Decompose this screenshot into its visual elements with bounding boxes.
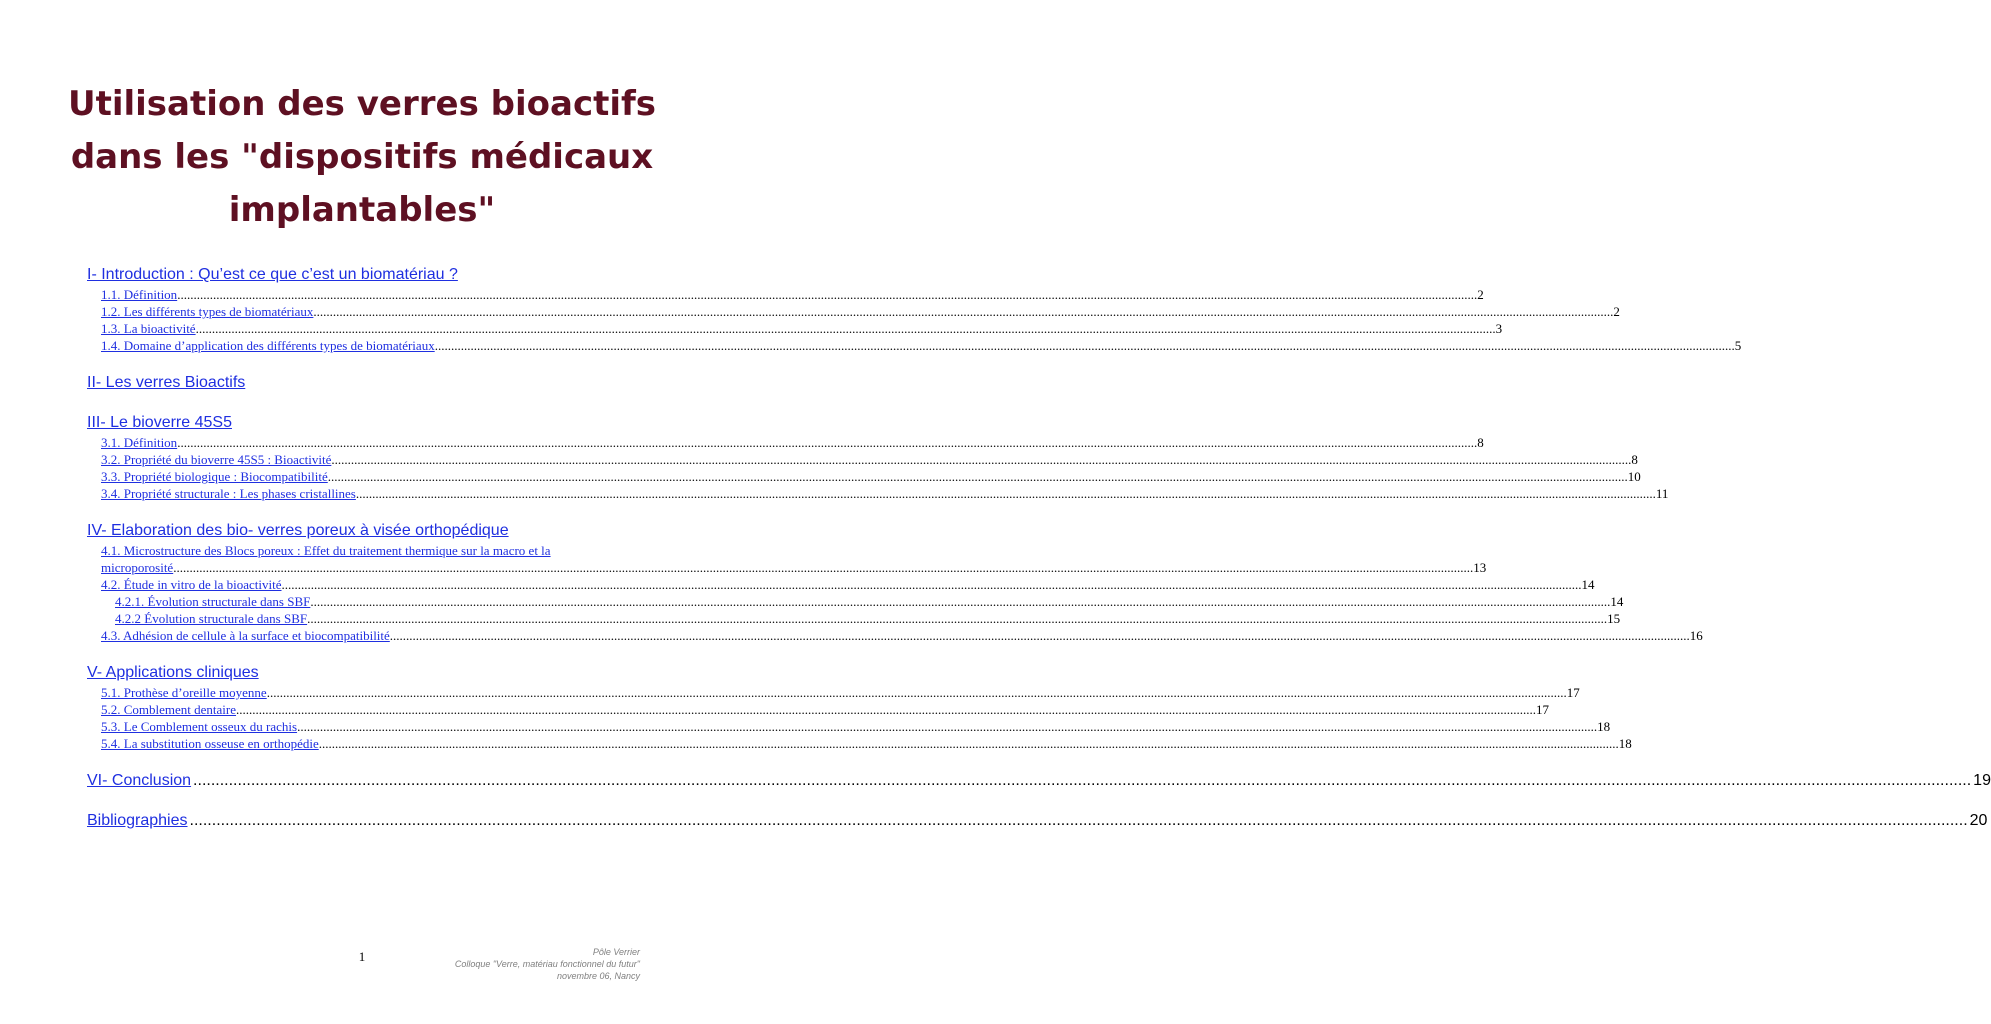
page-footer [454, 946, 640, 981]
toc-link[interactable]: II- Les verres Bioactifs [87, 374, 246, 391]
toc-entry-label[interactable]: 1.3. La bioactivité [101, 321, 196, 336]
toc-entry-page: 17 [1566, 685, 1580, 700]
dot-leader: ................................................................................................................................................................................................................................................................................................................................................................................................................ [331, 452, 1632, 467]
toc-entry[interactable] [87, 337, 1742, 354]
toc-entry-label[interactable]: 5.2. Comblement dentaire [101, 702, 237, 717]
page-number: 1 [358, 949, 366, 964]
toc-entry-label-continued[interactable]: microporosité [101, 560, 174, 575]
title-line-2: dans les "dispositifs médicaux [70, 137, 654, 177]
dot-leader: ................................................................................................................................................................................................................................................................................................................................................................................................................ [236, 702, 1537, 717]
toc-entry[interactable] [87, 485, 1669, 502]
toc-entry-page: 18 [1597, 719, 1611, 734]
toc-entry-label[interactable]: 4.2.1. Évolution structurale dans SBF [115, 594, 311, 609]
toc-entry-label[interactable]: 5.3. Le Comblement osseux du rachis [101, 719, 298, 734]
toc-entry[interactable] [87, 684, 1580, 701]
toc-entry-page: 13 [1473, 560, 1487, 575]
dot-leader: ................................................................................................................................................................................................................................................................................................................................................................................................................ [310, 594, 1611, 609]
toc-link[interactable]: V- Applications cliniques [87, 664, 259, 681]
dot-leader: ................................................................................................................................................................................................................................................................................................................................................................................................................ [193, 772, 1972, 789]
toc-entry[interactable] [87, 434, 1484, 451]
toc-entry-label[interactable]: 3.2. Propriété du bioverre 45S5 : Bioactivité [101, 452, 332, 467]
toc-entry-page: 11 [1655, 486, 1669, 501]
toc-entry[interactable] [87, 542, 1487, 576]
toc-entry-label[interactable]: 1.4. Domaine d’application des différents types de biomatériaux [101, 338, 435, 353]
toc-entry-label[interactable]: 3.4. Propriété structurale : Les phases cristallines [101, 486, 356, 501]
toc-entry-page: 5 [1734, 338, 1742, 353]
toc-section-bioverre-45s5[interactable] [87, 410, 639, 434]
toc-section-verres-bioactifs[interactable] [87, 370, 639, 394]
dot-leader: ................................................................................................................................................................................................................................................................................................................................................................................................................ [173, 560, 1474, 575]
toc-entry-label[interactable]: 1.1. Définition [101, 287, 178, 302]
toc-entry-page: 14 [1581, 577, 1595, 592]
toc-entry-page: 8 [1631, 452, 1638, 467]
toc-entry[interactable] [87, 627, 1703, 644]
toc-entry[interactable] [87, 303, 1620, 320]
dot-leader: ................................................................................................................................................................................................................................................................................................................................................................................................................ [355, 486, 1656, 501]
footer-line-3: novembre 06, Nancy [556, 971, 640, 981]
toc-entry-page: 2 [1613, 304, 1620, 319]
footer-line-2: Colloque "Verre, matériau fonctionnel du futur" [454, 959, 640, 969]
toc-entry[interactable] [87, 286, 1484, 303]
document-title [60, 78, 664, 237]
toc-entry-page: 17 [1536, 702, 1550, 717]
toc-entry[interactable] [87, 735, 1632, 752]
toc-entry-label[interactable]: 4.1. Microstructure des Blocs poreux : Effet du traitement thermique sur la macro et la [101, 543, 551, 558]
toc-link[interactable]: VI- Conclusion [87, 772, 192, 789]
toc-entry-page: 18 [1618, 736, 1632, 751]
toc-entry-label[interactable]: 5.1. Prothèse d’oreille moyenne [101, 685, 267, 700]
toc-entry[interactable] [87, 701, 1550, 718]
toc-entry[interactable] [87, 593, 1624, 610]
dot-leader: ................................................................................................................................................................................................................................................................................................................................................................................................................ [434, 338, 1735, 353]
dot-leader: ................................................................................................................................................................................................................................................................................................................................................................................................................ [281, 577, 1582, 592]
toc-entry-page: 15 [1607, 611, 1621, 626]
dot-leader: ................................................................................................................................................................................................................................................................................................................................................................................................................ [389, 628, 1690, 643]
toc-link[interactable]: I- Introduction : Qu’est ce que c’est un biomatériau ? [87, 266, 458, 283]
toc-section-bibliographies[interactable] [87, 808, 1988, 832]
toc-entry-label[interactable]: 3.1. Définition [101, 435, 178, 450]
toc-link[interactable]: Bibliographies [87, 812, 188, 829]
dot-leader: ................................................................................................................................................................................................................................................................................................................................................................................................................ [307, 611, 1608, 626]
toc-section-applications[interactable] [87, 660, 639, 684]
toc-entry-label[interactable]: 3.3. Propriété biologique : Biocompatibilité [101, 469, 328, 484]
dot-leader: ................................................................................................................................................................................................................................................................................................................................................................................................................ [177, 287, 1478, 302]
toc-entry-label[interactable]: 5.4. La substitution osseuse en orthopédie [101, 736, 319, 751]
toc-entry-page: 3 [1495, 321, 1503, 336]
toc-entry-page: 16 [1689, 628, 1703, 643]
toc-entry-page: 20 [1969, 812, 1988, 829]
toc-entry[interactable] [87, 610, 1621, 627]
toc-entry-page: 2 [1477, 287, 1484, 302]
title-line-3: implantables" [228, 190, 496, 230]
dot-leader: ................................................................................................................................................................................................................................................................................................................................................................................................................ [327, 469, 1628, 484]
toc-entry-page: 14 [1610, 594, 1624, 609]
toc-entry-page: 19 [1973, 772, 1991, 789]
dot-leader: ................................................................................................................................................................................................................................................................................................................................................................................................................ [318, 736, 1619, 751]
dot-leader: ................................................................................................................................................................................................................................................................................................................................................................................................................ [189, 812, 1968, 829]
toc-entry-page: 10 [1627, 469, 1641, 484]
toc-section-elaboration[interactable] [87, 518, 639, 542]
dot-leader: ................................................................................................................................................................................................................................................................................................................................................................................................................ [177, 435, 1478, 450]
toc-section-introduction[interactable] [87, 262, 639, 286]
toc-entry-page: 8 [1477, 435, 1484, 450]
toc-entry[interactable] [87, 576, 1595, 593]
toc-entry-label[interactable]: 1.2. Les différents types de biomatériaux [101, 304, 314, 319]
toc-entry-label[interactable]: 4.2.2 Évolution structurale dans SBF [115, 611, 308, 626]
table-of-contents [87, 262, 1991, 832]
dot-leader: ................................................................................................................................................................................................................................................................................................................................................................................................................ [297, 719, 1598, 734]
dot-leader: ................................................................................................................................................................................................................................................................................................................................................................................................................ [266, 685, 1567, 700]
toc-entry-label[interactable]: 4.2. Étude in vitro de la bioactivité [101, 577, 282, 592]
toc-entry-label[interactable]: 4.3. Adhésion de cellule à la surface et biocompatibilité [101, 628, 390, 643]
dot-leader: ................................................................................................................................................................................................................................................................................................................................................................................................................ [195, 321, 1496, 336]
toc-entry[interactable] [87, 320, 1503, 337]
dot-leader: ................................................................................................................................................................................................................................................................................................................................................................................................................ [313, 304, 1614, 319]
footer-line-1: Pôle Verrier [592, 947, 640, 957]
toc-link[interactable]: III- Le bioverre 45S5 [87, 414, 232, 431]
toc-entry[interactable] [87, 468, 1641, 485]
title-line-1: Utilisation des verres bioactifs [67, 84, 657, 124]
toc-link[interactable]: IV- Elaboration des bio- verres poreux à visée orthopédique [87, 522, 509, 539]
toc-entry[interactable] [87, 718, 1611, 735]
toc-section-conclusion[interactable] [87, 768, 1991, 792]
toc-entry[interactable] [87, 451, 1638, 468]
